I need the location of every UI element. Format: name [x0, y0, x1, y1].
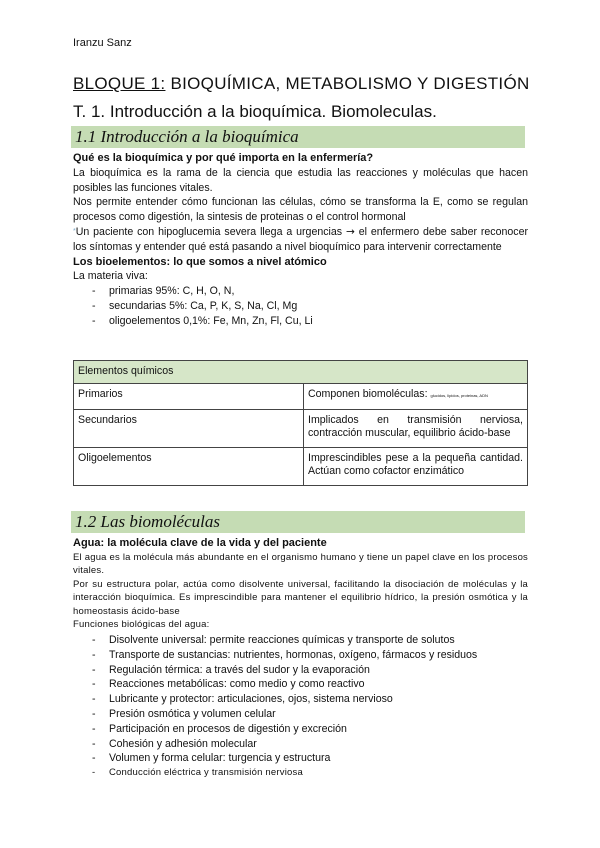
water-heading: Agua: la molécula clave de la vida y del paciente [73, 537, 327, 549]
section-heading-intro: 1.1 Introducción a la bioquímica [71, 126, 525, 148]
list-item: - oligoelementos 0,1%: Fe, Mn, Zn, Fl, Cu, Li [73, 314, 528, 329]
table-row [74, 409, 528, 447]
table-cell-name: Secundarios [74, 409, 304, 447]
paragraph: Por su estructura polar, actúa como disolvente universal, facilitando la disociación de moléculas y la interacción bioquímica. Es imprescindible para mantener el equilibrio hídrico, la presión osmótica y la homeostasis ácido-base [73, 578, 528, 617]
list-item: - Cohesión y adhesión molecular [73, 737, 528, 752]
arrow-icon: → [345, 225, 355, 238]
bioelements-intro: La materia viva: [73, 270, 148, 283]
table-cell-name: Oligoelementos [74, 447, 304, 485]
list-item: - Disolvente universal: permite reacciones químicas y transporte de solutos [73, 633, 528, 648]
elements-table [73, 360, 528, 486]
table-cell-desc: Imprescindibles pese a la pequeña cantidad. Actúan como cofactor enzimático [304, 447, 528, 485]
list-item: - Lubricante y protector: articulaciones, ojos, sistema nervioso [73, 692, 528, 707]
list-item: - Reacciones metabólicas: como medio y como reactivo [73, 677, 528, 692]
section-heading-biomolecules: 1.2 Las biomoléculas [71, 511, 525, 533]
bioelements-heading: Los bioelementos: lo que somos a nivel atómico [73, 255, 327, 268]
tema-title: T. 1. Introducción a la bioquímica. Biomoleculas. [73, 102, 437, 121]
table-title: Elementos químicos [74, 361, 528, 384]
bloque-label: BLOQUE 1: [73, 74, 166, 93]
small-note: glucidos, lipidos, proteinas, ADN [430, 392, 488, 398]
bloque-title [73, 74, 530, 94]
list-item: - Presión osmótica y volumen celular [73, 707, 528, 722]
list-item: - secundarias 5%: Ca, P, K, S, Na, Cl, Mg [73, 299, 528, 314]
table-cell-name: Primarios [74, 383, 304, 409]
list-item: - Regulación térmica: a través del sudor y la evaporación [73, 663, 528, 678]
paragraph: Nos permite entender cómo funcionan las células, cómo se transforma la E, como se regulan procesos como digestión, la sintesis de proteinas o el control hormonal [73, 196, 528, 224]
note-marker: * [73, 227, 76, 235]
question-heading: Qué es la bioquímica y por qué importa en la enfermería? [73, 152, 374, 164]
list-item: - Volumen y forma celular: turgencia y estructura [73, 751, 528, 766]
section-biomolecules-body [73, 536, 528, 781]
list-item: - Participación en procesos de digestión y excreción [73, 722, 528, 737]
table-cell-desc: Componen biomoléculas: glucidos, lipidos, proteinas, ADN [304, 383, 528, 409]
paragraph: El agua es la molécula más abundante en el organismo humano y tiene un papel clave en los procesos vitales. [73, 551, 528, 577]
list-item: - Conducción eléctrica y transmisión nerviosa [73, 766, 528, 781]
water-functions-list [73, 633, 528, 781]
section-intro-body [73, 151, 528, 329]
bioelements-list [73, 284, 528, 328]
table-row [74, 447, 528, 485]
example-paragraph: *Un paciente con hipoglucemia severa llega a urgencias → el enfermero debe saber reconocer los síntomas y entender qué está pasando a nivel bioquímico para intervenir correctamente [73, 225, 528, 253]
bloque-subject: BIOQUÍMICA, METABOLISMO Y DIGESTIÓN [165, 74, 530, 93]
table-cell-desc: Implicados en transmisión nerviosa, contracción muscular, equilibrio ácido-base [304, 409, 528, 447]
author-name: Iranzu Sanz [73, 37, 132, 49]
list-item: - primarias 95%: C, H, O, N, [73, 284, 528, 299]
list-item: - Transporte de sustancias: nutrientes, hormonas, oxígeno, fármacos y residuos [73, 648, 528, 663]
functions-heading: Funciones biológicas del agua: [73, 619, 210, 631]
table-header-row [74, 361, 528, 384]
table-row [74, 383, 528, 409]
paragraph: La bioquímica es la rama de la ciencia que estudia las reacciones y moléculas que hacen posibles las funciones vitales. [73, 166, 528, 194]
